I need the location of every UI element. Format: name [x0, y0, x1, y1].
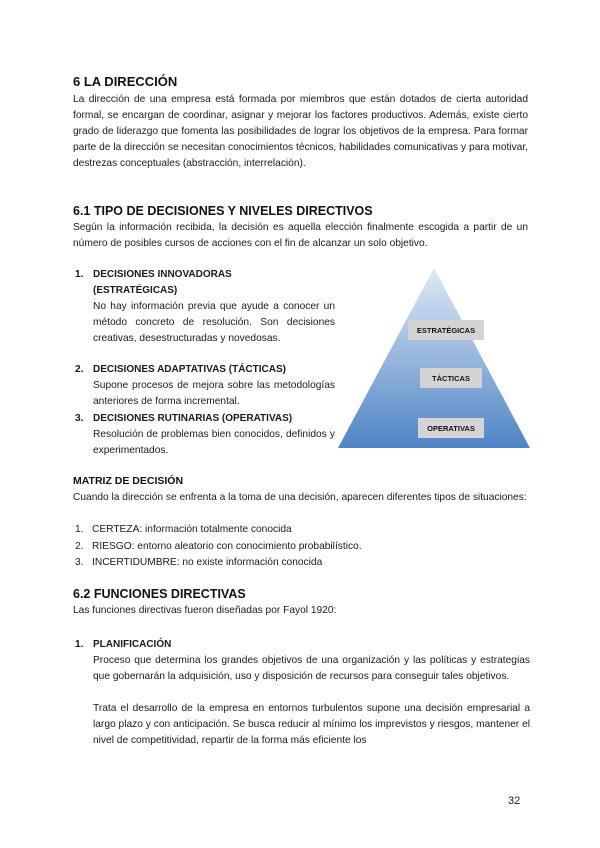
list-number: 1. — [75, 524, 84, 535]
decision-item-adaptativas — [75, 362, 335, 410]
function-description: Proceso que determina los grandes objetivos de una organización y las políticas y estrategias que gobernarán la adquisición, uso y disposición de recursos para conseguir tales objetivos. — [93, 655, 530, 682]
section-title-direccion: 6 LA DIRECCIÓN — [73, 74, 178, 89]
pyramid-level-estrategicas — [408, 320, 484, 340]
list-number: 1. — [75, 639, 84, 650]
section-intro-funciones: Las funciones directivas fueron diseñadas por Fayol 1920: — [73, 605, 337, 616]
matrix-situations-list — [75, 522, 515, 572]
list-item-text: CERTEZA: información totalmente conocida — [92, 524, 292, 535]
list-number: 2. — [75, 540, 84, 552]
matrix-intro: Cuando la dirección se enfrenta a la toma de una decisión, aparecen diferentes tipos de situaciones: — [73, 492, 527, 503]
pyramid-level-operativas — [418, 418, 484, 438]
decision-description: Supone procesos de mejora sobre las metodologías anteriores de forma incremental. — [93, 380, 335, 407]
decision-levels-pyramid — [338, 268, 530, 448]
decision-title: DECISIONES RUTINARIAS (OPERATIVAS) — [93, 413, 293, 424]
function-title: PLANIFICACIÓN — [93, 639, 172, 650]
page-number: 32 — [508, 795, 521, 807]
pyramid-level-tacticas — [420, 368, 482, 388]
section-paragraph-direccion: La dirección de una empresa está formada por miembros que están dotados de cierta autoridad formal, se encargan de coordinar, asignar y mejorar los factores productivos. Además, existe cierto grado de liderazgo que fomenta las posibilidades de lograr los objetivos de la empresa. Para formar parte de la dirección se necesitan conocimientos técnicos, habilidades comunicativas y para motivar, destrezas conceptuales (abstracción, interrelación). — [73, 94, 528, 169]
section-title-funciones: 6.2 FUNCIONES DIRECTIVAS — [73, 587, 246, 601]
list-item-text: RIESGO: entorno aleatorio con conocimiento probabilístico. — [92, 540, 362, 552]
section-paragraph-tipo-decisiones: Según la información recibida, la decisión es aquella elección finalmente escogida a partir de un número de posibles cursos de acciones con el fin de alcanzar un solo objetivo. — [73, 222, 528, 249]
list-number: 3. — [75, 413, 84, 424]
function-description-cont: Trata el desarrollo de la empresa en entornos turbulentos supone una decisión empresarial a largo plazo y con anticipación. Se busca reducir al mínimo los imprevistos y riesgos, mantener el nivel de competitividad, repartir de la forma más eficiente los — [93, 703, 530, 746]
level-label: OPERATIVAS — [427, 424, 475, 433]
list-item — [75, 539, 515, 556]
function-item-planificacion — [75, 637, 530, 749]
list-number: 2. — [75, 364, 84, 375]
section-title-tipo-decisiones: 6.1 TIPO DE DECISIONES Y NIVELES DIRECTIVOS — [73, 204, 373, 218]
list-number: 3. — [75, 557, 84, 568]
list-item-text: INCERTIDUMBRE: no existe información conocida — [92, 557, 323, 568]
decision-title: DECISIONES INNOVADORAS — [93, 269, 232, 280]
level-label: ESTRATÉGICAS — [416, 326, 476, 335]
decision-title: DECISIONES ADAPTATIVAS (TÁCTICAS) — [93, 364, 286, 375]
matrix-title: MATRIZ DE DECISIÓN — [73, 475, 184, 487]
decision-description: No hay información previa que ayude a conocer un método concreto de resolución. Son decisiones creativas, desestructuradas y novedosas. — [93, 301, 335, 344]
list-item — [75, 522, 515, 539]
list-item — [75, 555, 515, 572]
level-label: TÁCTICAS — [432, 374, 470, 383]
list-number: 1. — [75, 269, 84, 280]
decision-item-innovadoras — [75, 267, 335, 347]
decision-title-cont: (ESTRATÉGICAS) — [93, 285, 178, 296]
decision-item-rutinarias — [75, 411, 335, 459]
decision-description: Resolución de problemas bien conocidos, definidos y experimentados. — [93, 429, 335, 456]
